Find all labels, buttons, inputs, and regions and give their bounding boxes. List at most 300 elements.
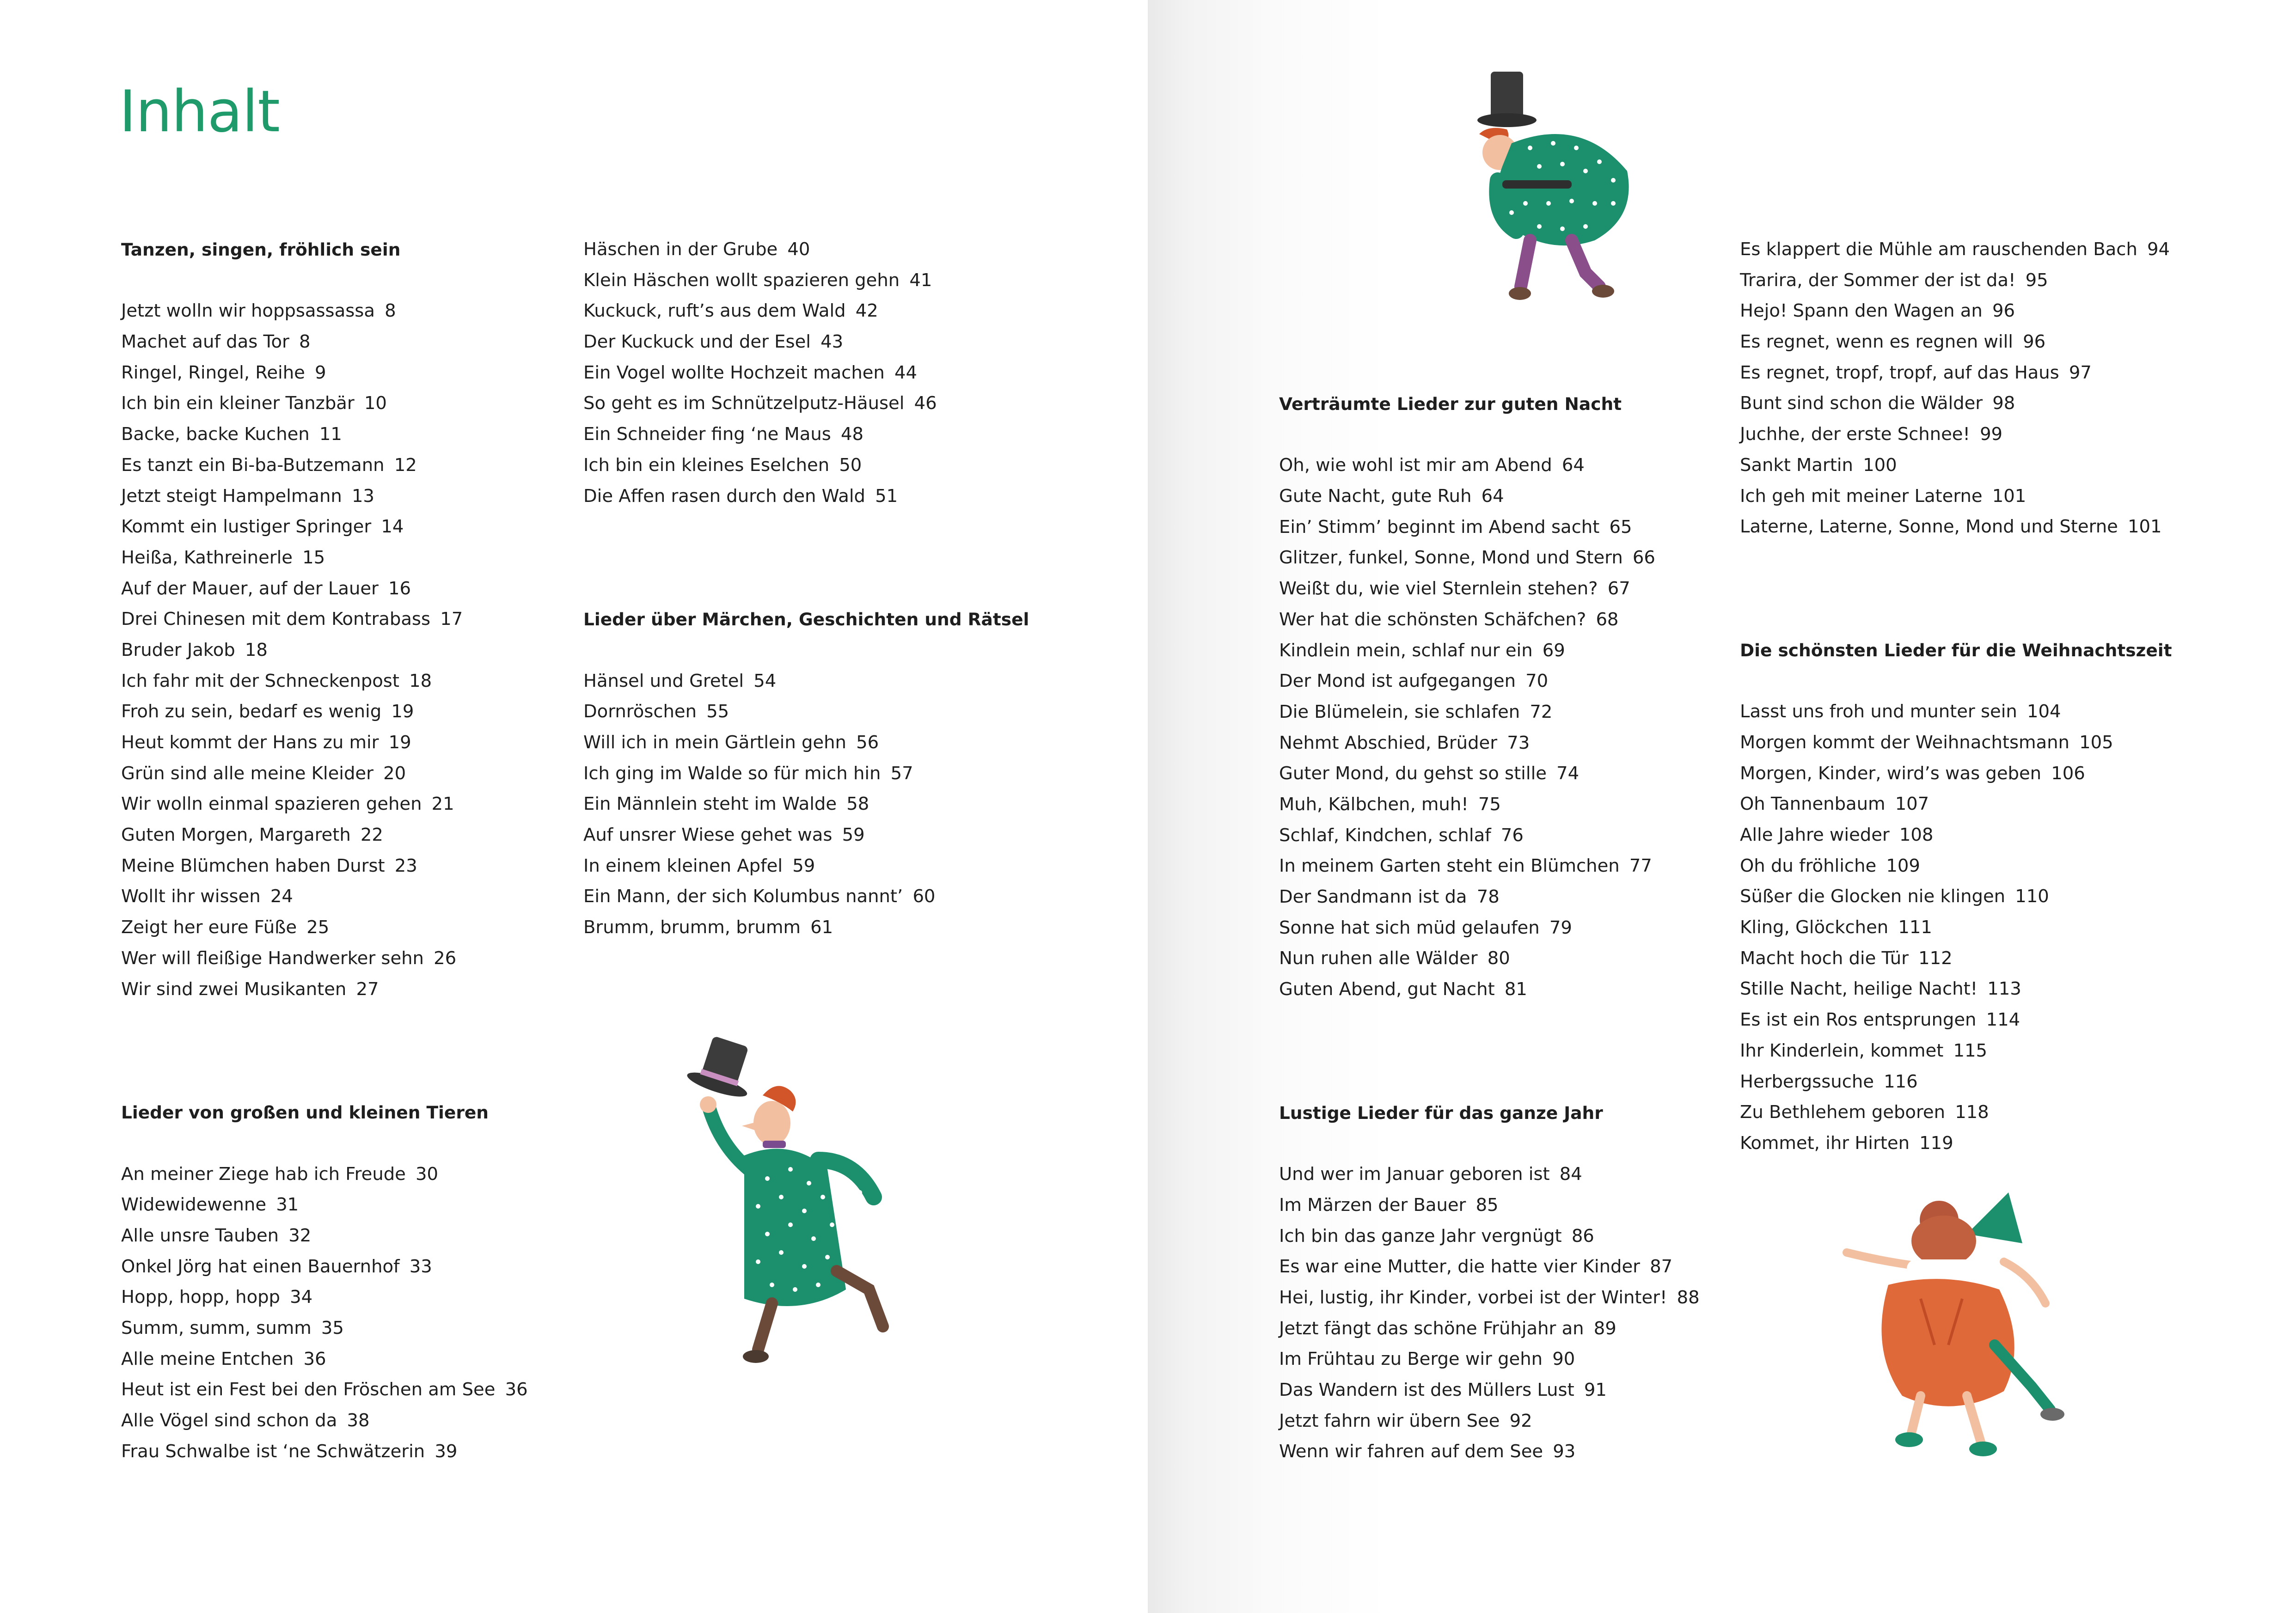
page-number: 54 bbox=[753, 670, 777, 691]
song-title: Ich bin das ganze Jahr vergnügt bbox=[1279, 1225, 1562, 1246]
song-title: Der Mond ist aufgegangen bbox=[1279, 671, 1516, 692]
page-number: 26 bbox=[434, 947, 457, 969]
toc-entry bbox=[121, 450, 528, 481]
toc-entry bbox=[1740, 1097, 2172, 1128]
song-title: Ich fahr mit der Schneckenpost bbox=[121, 670, 399, 691]
page-number: 99 bbox=[1980, 424, 2003, 445]
crouching-man-top-hat-icon bbox=[1461, 65, 1655, 314]
toc-entry bbox=[121, 943, 528, 974]
page-number: 64 bbox=[1561, 455, 1585, 476]
song-title: Hei, lustig, ihr Kinder, vorbei ist der Winter! bbox=[1279, 1287, 1667, 1308]
toc-entry bbox=[121, 1313, 528, 1344]
toc-entry bbox=[121, 1375, 528, 1405]
page-number: 22 bbox=[360, 825, 383, 846]
toc-entry bbox=[121, 543, 528, 574]
toc-entry bbox=[1279, 1190, 1700, 1221]
toc-entry bbox=[121, 512, 528, 543]
page-number: 61 bbox=[810, 917, 833, 938]
page-number: 8 bbox=[385, 300, 396, 322]
song-title: Süßer die Glocken nie klingen bbox=[1740, 886, 2006, 907]
song-title: Jetzt fahrn wir übern See bbox=[1279, 1410, 1500, 1431]
song-title: Guter Mond, du gehst so stille bbox=[1279, 763, 1547, 784]
toc-entry bbox=[1279, 1252, 1700, 1283]
toc-column-2 bbox=[583, 234, 1029, 943]
toc-list bbox=[121, 1159, 528, 1467]
dancing-man-top-hat-icon bbox=[652, 1031, 897, 1377]
song-title: Auf unsrer Wiese gehet was bbox=[583, 825, 833, 845]
page-number: 35 bbox=[321, 1318, 344, 1338]
page-number: 106 bbox=[2051, 763, 2085, 784]
page-number: 119 bbox=[1919, 1132, 1953, 1154]
toc-entry bbox=[583, 358, 1029, 389]
section-title: Lustige Lieder für das ganze Jahr bbox=[1279, 1102, 1603, 1123]
toc-entry bbox=[583, 789, 1029, 820]
song-title: Heut ist ein Fest bei den Fröschen am See bbox=[121, 1379, 496, 1400]
toc-list bbox=[583, 234, 1029, 512]
page-number: 41 bbox=[909, 269, 932, 291]
section-title: Lieder von großen und kleinen Tieren bbox=[121, 1102, 489, 1123]
page-number: 19 bbox=[388, 732, 411, 753]
section-title: Verträumte Lieder zur guten Nacht bbox=[1279, 394, 1622, 414]
page-number: 74 bbox=[1556, 763, 1580, 784]
page-number: 104 bbox=[2027, 701, 2061, 722]
page-number: 68 bbox=[1596, 609, 1619, 630]
toc-entry bbox=[1740, 1036, 2172, 1067]
toc-entry bbox=[121, 1221, 528, 1252]
toc-column-4 bbox=[1740, 234, 2172, 1159]
song-title: Ich bin ein kleines Eselchen bbox=[583, 454, 830, 476]
page-number: 78 bbox=[1476, 886, 1500, 907]
song-title: Drei Chinesen mit dem Kontrabass bbox=[121, 609, 431, 630]
page-number: 66 bbox=[1632, 547, 1655, 568]
toc-entry bbox=[1279, 758, 1700, 789]
page-title: Inhalt bbox=[119, 79, 280, 145]
toc-entry bbox=[1740, 1067, 2172, 1098]
toc-entry bbox=[1740, 851, 2172, 882]
song-title: Bunt sind schon die Wälder bbox=[1740, 393, 1983, 414]
song-title: An meiner Ziege hab ich Freude bbox=[121, 1163, 406, 1185]
toc-entry bbox=[583, 697, 1029, 727]
toc-entry bbox=[583, 820, 1029, 851]
toc-entry bbox=[1279, 789, 1700, 820]
toc-list bbox=[1279, 450, 1700, 1005]
toc-entry bbox=[1279, 1406, 1700, 1437]
song-title: Kindlein mein, schlaf nur ein bbox=[1279, 640, 1533, 661]
song-title: Juchhe, der erste Schnee! bbox=[1740, 424, 1970, 445]
song-title: Alle meine Entchen bbox=[121, 1348, 294, 1369]
toc-entry bbox=[121, 820, 528, 851]
toc-entry bbox=[121, 912, 528, 943]
toc-entry bbox=[583, 265, 1029, 296]
toc-entry bbox=[583, 881, 1029, 912]
page-number: 92 bbox=[1509, 1410, 1532, 1431]
toc-section bbox=[583, 234, 1029, 512]
song-title: Es war eine Mutter, die hatte vier Kinder bbox=[1279, 1256, 1640, 1277]
toc-list bbox=[1740, 697, 2172, 1159]
page-number: 59 bbox=[792, 855, 815, 876]
toc-entry bbox=[1740, 789, 2172, 820]
page-number: 40 bbox=[787, 239, 810, 260]
page-number: 118 bbox=[1955, 1102, 1989, 1123]
page-number: 81 bbox=[1504, 979, 1527, 1000]
page-number: 111 bbox=[1898, 917, 1932, 938]
toc-entry bbox=[1279, 512, 1700, 543]
page-number: 27 bbox=[356, 978, 379, 1000]
toc-entry bbox=[1740, 727, 2172, 758]
song-title: Guten Abend, gut Nacht bbox=[1279, 979, 1495, 1000]
toc-entry bbox=[583, 327, 1029, 358]
page-number: 96 bbox=[1992, 300, 2015, 322]
song-title: Nehmt Abschied, Brüder bbox=[1279, 732, 1498, 753]
toc-entry bbox=[583, 234, 1029, 265]
toc-entry bbox=[121, 1190, 528, 1221]
page-number: 39 bbox=[435, 1441, 458, 1462]
page-number: 58 bbox=[846, 794, 869, 815]
toc-entry bbox=[1279, 450, 1700, 481]
song-title: Es regnet, wenn es regnen will bbox=[1740, 331, 2013, 353]
song-title: Oh, wie wohl ist mir am Abend bbox=[1279, 455, 1552, 476]
toc-section bbox=[1279, 389, 1700, 1005]
toc-entry bbox=[583, 419, 1029, 450]
page-number: 108 bbox=[1899, 825, 1934, 845]
toc-entry bbox=[583, 481, 1029, 512]
toc-column-1 bbox=[121, 234, 528, 1467]
page-number: 55 bbox=[706, 701, 729, 722]
song-title: Jetzt fängt das schöne Frühjahr an bbox=[1279, 1318, 1584, 1339]
page-number: 97 bbox=[2069, 362, 2092, 383]
song-title: Wir wolln einmal spazieren gehen bbox=[121, 794, 422, 815]
page-number: 60 bbox=[912, 886, 936, 907]
page-number: 90 bbox=[1552, 1349, 1575, 1370]
page-number: 20 bbox=[383, 763, 406, 784]
toc-entry bbox=[121, 758, 528, 789]
toc-entry bbox=[121, 1252, 528, 1283]
page-number: 36 bbox=[505, 1379, 528, 1400]
song-title: Brumm, brumm, brumm bbox=[583, 917, 801, 938]
page-number: 51 bbox=[875, 485, 898, 507]
page-number: 65 bbox=[1609, 516, 1632, 538]
toc-entry bbox=[121, 635, 528, 666]
song-title: Oh Tannenbaum bbox=[1740, 794, 1886, 815]
toc-entry bbox=[121, 881, 528, 912]
page-number: 84 bbox=[1559, 1164, 1582, 1185]
toc-list bbox=[583, 666, 1029, 943]
song-title: Das Wandern ist des Müllers Lust bbox=[1279, 1379, 1574, 1400]
toc-entry bbox=[1279, 1344, 1700, 1375]
toc-section bbox=[121, 1097, 528, 1467]
toc-entry bbox=[121, 1436, 528, 1467]
song-title: Kommet, ihr Hirten bbox=[1740, 1132, 1910, 1154]
page-number: 100 bbox=[1863, 454, 1897, 476]
song-title: Zu Bethlehem geboren bbox=[1740, 1102, 1946, 1123]
song-title: Trarira, der Sommer der ist da! bbox=[1740, 269, 2016, 291]
song-title: Herbergssuche bbox=[1740, 1071, 1874, 1092]
page-number: 15 bbox=[302, 547, 325, 568]
page-number: 75 bbox=[1478, 794, 1501, 815]
toc-entry bbox=[1279, 728, 1700, 759]
page-number: 85 bbox=[1476, 1194, 1499, 1216]
toc-entry bbox=[1279, 543, 1700, 574]
song-title: Weißt du, wie viel Sternlein stehen? bbox=[1279, 578, 1598, 599]
toc-entry bbox=[121, 1344, 528, 1375]
song-title: Stille Nacht, heilige Nacht! bbox=[1740, 978, 1978, 1000]
toc-entry bbox=[1740, 358, 2172, 389]
toc-entry bbox=[1740, 974, 2172, 1005]
toc-entry bbox=[121, 1159, 528, 1190]
toc-entry bbox=[1740, 1128, 2172, 1159]
page-number: 10 bbox=[364, 393, 387, 414]
toc-entry bbox=[1279, 974, 1700, 1005]
song-title: Wenn wir fahren auf dem See bbox=[1279, 1441, 1543, 1462]
song-title: Nun ruhen alle Wälder bbox=[1279, 948, 1478, 969]
toc-entry bbox=[121, 851, 528, 882]
page-number: 115 bbox=[1953, 1040, 1988, 1061]
toc-entry bbox=[1740, 388, 2172, 419]
page-number: 101 bbox=[2128, 516, 2162, 538]
page-number: 72 bbox=[1530, 701, 1553, 722]
page-number: 87 bbox=[1650, 1256, 1673, 1277]
page-number: 76 bbox=[1500, 825, 1524, 846]
toc-entry bbox=[1740, 265, 2172, 296]
song-title: Ringel, Ringel, Reihe bbox=[121, 362, 305, 383]
page-number: 94 bbox=[2147, 239, 2170, 260]
toc-entry bbox=[583, 851, 1029, 882]
toc-entry bbox=[1279, 697, 1700, 728]
toc-entry bbox=[121, 666, 528, 697]
toc-entry bbox=[583, 388, 1029, 419]
song-title: Häschen in der Grube bbox=[583, 239, 778, 260]
page-number: 32 bbox=[288, 1225, 312, 1246]
toc-entry bbox=[1279, 605, 1700, 635]
page-number: 19 bbox=[391, 701, 414, 722]
toc-entry bbox=[121, 327, 528, 358]
song-title: Lasst uns froh und munter sein bbox=[1740, 701, 2017, 722]
toc-entry bbox=[1279, 913, 1700, 944]
song-title: Kommt ein lustiger Springer bbox=[121, 516, 372, 538]
page-number: 96 bbox=[2023, 331, 2046, 353]
song-title: Alle Jahre wieder bbox=[1740, 825, 1890, 845]
page-number: 73 bbox=[1507, 732, 1530, 753]
toc-entry bbox=[121, 358, 528, 389]
toc-entry bbox=[1740, 234, 2172, 265]
song-title: Oh du fröhliche bbox=[1740, 855, 1877, 876]
song-title: Kuckuck, ruft’s aus dem Wald bbox=[583, 300, 846, 322]
song-title: In meinem Garten steht ein Blümchen bbox=[1279, 855, 1620, 877]
toc-entry bbox=[583, 450, 1029, 481]
page-number: 8 bbox=[299, 331, 311, 353]
toc-section bbox=[1279, 1098, 1700, 1467]
page-number: 34 bbox=[290, 1287, 313, 1308]
toc-entry bbox=[121, 296, 528, 327]
song-title: Auf der Mauer, auf der Lauer bbox=[121, 578, 379, 599]
page-number: 11 bbox=[319, 424, 342, 445]
page-number: 107 bbox=[1895, 794, 1929, 815]
song-title: Heut kommt der Hans zu mir bbox=[121, 732, 379, 753]
section-title: Lieder über Märchen, Geschichten und Rätsel bbox=[583, 609, 1029, 630]
page-number: 105 bbox=[2079, 732, 2113, 753]
page-number: 80 bbox=[1487, 948, 1510, 969]
song-title: Froh zu sein, bedarf es wenig bbox=[121, 701, 382, 722]
toc-entry bbox=[1279, 666, 1700, 697]
page-number: 114 bbox=[1986, 1009, 2020, 1031]
toc-entry bbox=[1279, 1283, 1700, 1314]
page-number: 113 bbox=[1987, 978, 2021, 1000]
toc-entry bbox=[121, 1282, 528, 1313]
toc-entry bbox=[1279, 851, 1700, 882]
toc-entry bbox=[1279, 1221, 1700, 1252]
page-number: 56 bbox=[856, 732, 879, 753]
toc-entry bbox=[1740, 450, 2172, 481]
song-title: Will ich in mein Gärtlein gehn bbox=[583, 732, 846, 753]
page-number: 30 bbox=[416, 1163, 439, 1185]
toc-entry bbox=[1740, 697, 2172, 727]
song-title: Im Märzen der Bauer bbox=[1279, 1194, 1466, 1216]
song-title: Machet auf das Tor bbox=[121, 331, 289, 353]
toc-entry bbox=[1279, 1314, 1700, 1344]
page-number: 101 bbox=[1992, 485, 2027, 507]
page-number: 77 bbox=[1629, 855, 1652, 877]
song-title: Macht hoch die Tür bbox=[1740, 947, 1909, 969]
page-number: 23 bbox=[394, 855, 417, 876]
toc-entry bbox=[1279, 481, 1700, 512]
song-title: Schlaf, Kindchen, schlaf bbox=[1279, 825, 1491, 846]
song-title: Die Affen rasen durch den Wald bbox=[583, 485, 865, 507]
section-title: Die schönsten Lieder für die Weihnachtszeit bbox=[1740, 640, 2172, 660]
page-number: 48 bbox=[840, 424, 863, 445]
song-title: Hopp, hopp, hopp bbox=[121, 1287, 280, 1308]
song-title: Hänsel und Gretel bbox=[583, 670, 744, 691]
page-number: 43 bbox=[820, 331, 844, 353]
page-number: 44 bbox=[894, 362, 918, 383]
toc-entry bbox=[583, 758, 1029, 789]
song-title: Gute Nacht, gute Ruh bbox=[1279, 486, 1472, 507]
toc-entry bbox=[121, 574, 528, 605]
page-number: 70 bbox=[1525, 671, 1549, 692]
page-number: 95 bbox=[2025, 269, 2048, 291]
song-title: Guten Morgen, Margareth bbox=[121, 825, 351, 846]
page-number: 24 bbox=[270, 886, 293, 907]
song-title: Wir sind zwei Musikanten bbox=[121, 978, 347, 1000]
toc-entry bbox=[1279, 1375, 1700, 1406]
page-number: 18 bbox=[409, 670, 432, 691]
song-title: Bruder Jakob bbox=[121, 639, 235, 660]
toc-entry bbox=[1740, 758, 2172, 789]
page-number: 57 bbox=[890, 763, 913, 784]
page-number: 46 bbox=[914, 393, 937, 414]
page-number: 88 bbox=[1677, 1287, 1700, 1308]
toc-entry bbox=[1279, 943, 1700, 974]
toc-entry bbox=[1740, 481, 2172, 512]
toc-entry bbox=[121, 789, 528, 820]
toc-entry bbox=[583, 666, 1029, 697]
song-title: Zeigt her eure Füße bbox=[121, 917, 297, 938]
toc-section bbox=[121, 234, 528, 1005]
toc-entry bbox=[1740, 1005, 2172, 1036]
page-number: 86 bbox=[1571, 1225, 1594, 1246]
toc-entry bbox=[121, 419, 528, 450]
toc-entry bbox=[121, 697, 528, 727]
song-title: Laterne, Laterne, Sonne, Mond und Sterne bbox=[1740, 516, 2118, 538]
toc-entry bbox=[121, 974, 528, 1005]
toc-entry bbox=[1279, 1159, 1700, 1190]
toc-entry bbox=[1279, 574, 1700, 605]
song-title: Jetzt steigt Hampelmann bbox=[121, 485, 342, 507]
toc-section bbox=[1740, 635, 2172, 1159]
song-title: Ein Männlein steht im Walde bbox=[583, 794, 837, 815]
song-title: Morgen, Kinder, wird’s was geben bbox=[1740, 763, 2042, 784]
toc-column-3 bbox=[1279, 389, 1700, 1467]
song-title: Die Blümelein, sie schlafen bbox=[1279, 701, 1520, 722]
song-title: Ein Vogel wollte Hochzeit machen bbox=[583, 362, 885, 383]
page-number: 31 bbox=[276, 1194, 299, 1216]
page-number: 89 bbox=[1593, 1318, 1616, 1339]
toc-entry bbox=[1740, 296, 2172, 327]
page-number: 116 bbox=[1884, 1071, 1918, 1092]
song-title: Onkel Jörg hat einen Bauernhof bbox=[121, 1256, 400, 1277]
page-number: 79 bbox=[1549, 917, 1572, 938]
song-title: Ich geh mit meiner Laterne bbox=[1740, 485, 1983, 507]
song-title: Ich ging im Walde so für mich hin bbox=[583, 763, 881, 784]
toc-list bbox=[1740, 234, 2172, 543]
song-title: Sonne hat sich müd gelaufen bbox=[1279, 917, 1540, 938]
toc-section bbox=[583, 604, 1029, 943]
page-number: 36 bbox=[303, 1348, 326, 1369]
toc-entry bbox=[121, 481, 528, 512]
toc-entry bbox=[121, 604, 528, 635]
song-title: Kling, Glöckchen bbox=[1740, 917, 1889, 938]
toc-entry bbox=[583, 296, 1029, 327]
page-number: 25 bbox=[306, 917, 330, 938]
toc-section bbox=[1740, 234, 2172, 543]
toc-entry bbox=[121, 727, 528, 758]
page-number: 112 bbox=[1918, 947, 1953, 969]
page-number: 13 bbox=[351, 485, 374, 507]
toc-entry bbox=[1279, 1436, 1700, 1467]
song-title: Es regnet, tropf, tropf, auf das Haus bbox=[1740, 362, 2059, 383]
song-title: Wer hat die schönsten Schäfchen? bbox=[1279, 609, 1586, 630]
section-title: Tanzen, singen, fröhlich sein bbox=[121, 239, 401, 260]
song-title: Es ist ein Ros entsprungen bbox=[1740, 1009, 1977, 1031]
toc-entry bbox=[583, 727, 1029, 758]
song-title: Alle unsre Tauben bbox=[121, 1225, 279, 1246]
toc-list bbox=[1279, 1159, 1700, 1467]
song-title: Wer will fleißige Handwerker sehn bbox=[121, 947, 424, 969]
toc-entry bbox=[1740, 512, 2172, 543]
song-title: Ein’ Stimm’ beginnt im Abend sacht bbox=[1279, 516, 1600, 538]
toc-entry bbox=[1740, 881, 2172, 912]
song-title: Muh, Kälbchen, muh! bbox=[1279, 794, 1469, 815]
song-title: Im Frühtau zu Berge wir gehn bbox=[1279, 1349, 1543, 1370]
toc-entry bbox=[1740, 419, 2172, 450]
page-number: 110 bbox=[2015, 886, 2049, 907]
dancing-girl-pointed-hat-icon bbox=[1828, 1192, 2078, 1470]
page-number: 38 bbox=[347, 1410, 370, 1431]
page-number: 12 bbox=[394, 454, 417, 476]
page-number: 9 bbox=[314, 362, 326, 383]
song-title: Wollt ihr wissen bbox=[121, 886, 261, 907]
page-number: 21 bbox=[431, 794, 454, 815]
song-title: Hejo! Spann den Wagen an bbox=[1740, 300, 1983, 322]
song-title: Und wer im Januar geboren ist bbox=[1279, 1164, 1550, 1185]
page-number: 69 bbox=[1542, 640, 1565, 661]
song-title: Ein Schneider fing ‘ne Maus bbox=[583, 424, 831, 445]
page-number: 33 bbox=[409, 1256, 432, 1277]
song-title: Morgen kommt der Weihnachtsmann bbox=[1740, 732, 2069, 753]
page-number: 98 bbox=[1992, 393, 2015, 414]
page-number: 14 bbox=[381, 516, 404, 538]
toc-entry bbox=[121, 1405, 528, 1436]
song-title: Der Kuckuck und der Esel bbox=[583, 331, 811, 353]
